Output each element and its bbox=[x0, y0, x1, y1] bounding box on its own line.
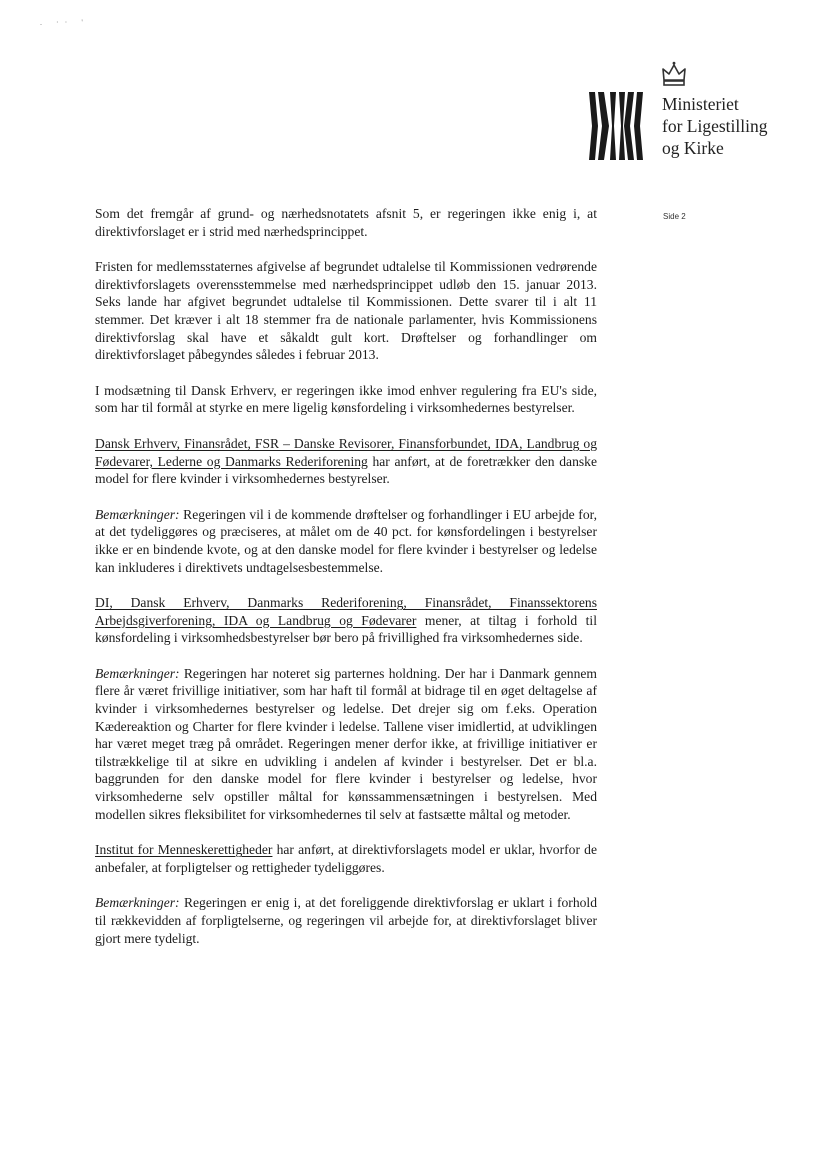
ministry-name bbox=[662, 93, 767, 159]
scan-specks: . ·· ' bbox=[40, 18, 89, 27]
paragraph-text: har anført, at direktivforslagets model er uklar, hvorfor de anbefaler, at forpligtelser og rettigheder tydeliggøres. bbox=[95, 842, 597, 875]
paragraph-text: Regeringen vil i de kommende drøftelser og forhandlinger i EU arbejde for, at det tydeliggøres og præciseres, at målet om de 40 pct. for kønsfordelingen i bestyrelser ikke er en bindende kvote, og at den danske model for flere kvinder i bestyrelser og ledelse kan inkluderes i direktivets undtagelsesbestemmelse. bbox=[95, 506, 597, 575]
ministry-line-3: og Kirke bbox=[662, 138, 724, 158]
paragraph-subsidiarity: Som det fremgår af grund- og nærhedsnotatets afsnit 5, er regeringen ikke enig i, at direktivforslaget er i strid med nærhedsprincippet. bbox=[95, 206, 597, 239]
paragraph-organisations-voluntary bbox=[95, 594, 597, 647]
paragraph-remarks-clarity bbox=[95, 894, 597, 947]
paragraph-organisations-model bbox=[95, 435, 597, 488]
remarks-label: Bemærkninger: bbox=[95, 895, 180, 911]
remarks-label: Bemærkninger: bbox=[95, 506, 180, 522]
paragraph-deadline: Fristen for medlemsstaternes afgivelse af begrundet udtalelse til Kommissionen vedrørende direktivforslagets overensstemmelse med nærhedsprincippet udløb den 15. januar 2013. Seks lande har afgivet begrundet udtalelse til Kommissionen. Dette svarer til i alt 11 stemmer. Det kræver i alt 18 stemmer fra de nationale parlamenter, hvis Kommissionens direktivforslag skal have et såkaldt gult kort. Drøftelser og forhandlinger om direktivforslaget påbegyndes således i februar 2013. bbox=[95, 259, 597, 363]
paragraph-human-rights-institute bbox=[95, 841, 597, 876]
paragraph-remarks-voluntary bbox=[95, 665, 597, 823]
paragraph-text: Regeringen er enig i, at det foreliggende direktivforslag er uklart i forhold til rækkevidden af forpligtelserne, og regeringen vil arbejde for, at direktivforslaget bliver gjort mere tydeligt. bbox=[95, 895, 597, 946]
document-body bbox=[95, 205, 597, 965]
paragraph-text: har anført, at de foretrækker den danske model for flere kvinder i virksomhedernes bestyrelser. bbox=[95, 453, 597, 487]
organisations-list: Institut for Menneskerettigheder bbox=[95, 842, 273, 858]
paragraph-remarks-model bbox=[95, 506, 597, 576]
paragraph-dansk-erhverv: I modsætning til Dansk Erhverv, er regeringen ikke imod enhver regulering fra EU's side, som har til formål at styrke en mere ligelig kønsfordeling i virksomhedernes bestyrelser. bbox=[95, 382, 597, 416]
ministry-line-1: Ministeriet bbox=[662, 94, 739, 114]
paragraph-text: mener, at tiltag i forhold til kønsfordeling i virksomhedsbestyrelser bør bero på frivillighed fra virksomhedernes side. bbox=[95, 612, 597, 646]
organisations-list: DI, Dansk Erhverv, Danmarks Rederiforening, Finansrådet, Finanssektorens Arbejdsgiverforening, IDA og Landbrug og Fødevarer bbox=[95, 595, 597, 628]
page-number: Side 2 bbox=[663, 212, 686, 221]
organisations-list: Dansk Erhverv, Finansrådet, FSR – Danske Revisorer, Finansforbundet, IDA, Landbrug og Fødevarer, Lederne og Danmarks Rederiforening bbox=[95, 435, 597, 469]
crown-icon bbox=[660, 60, 688, 88]
paragraph-text: Regeringen har noteret sig parternes holdning. Der har i Danmark gennem flere år været frivillige initiativer, som har haft til formål at bidrage til en øget deltagelse af kvinder i virksomhedernes bestyrelser og ledelse. Det drejer sig om f.eks. Operation Kædereaktion og Charter for flere kvinder i ledelse. Tallene viser imidlertid, at udviklingen har været meget træg på området. Regeringen mener derfor ikke, at frivillige initiativer er tilstrækkelige til at sikre en udvikling i andelen af kvinder i bestyrelser. Det er bl.a. baggrunden for den danske model for flere kvinder i bestyrelser og ledelse, hvor virksomhederne selv opstiller måltal for kønssammensætningen i bestyrelsen. Med modellen sikres fleksibilitet for virksomhedernes til selv at fastsætte måltal og metoder. bbox=[95, 665, 597, 822]
remarks-label: Bemærkninger: bbox=[95, 665, 180, 681]
ministry-logo-icon bbox=[589, 92, 643, 160]
ministry-line-2: for Ligestilling bbox=[662, 116, 768, 136]
